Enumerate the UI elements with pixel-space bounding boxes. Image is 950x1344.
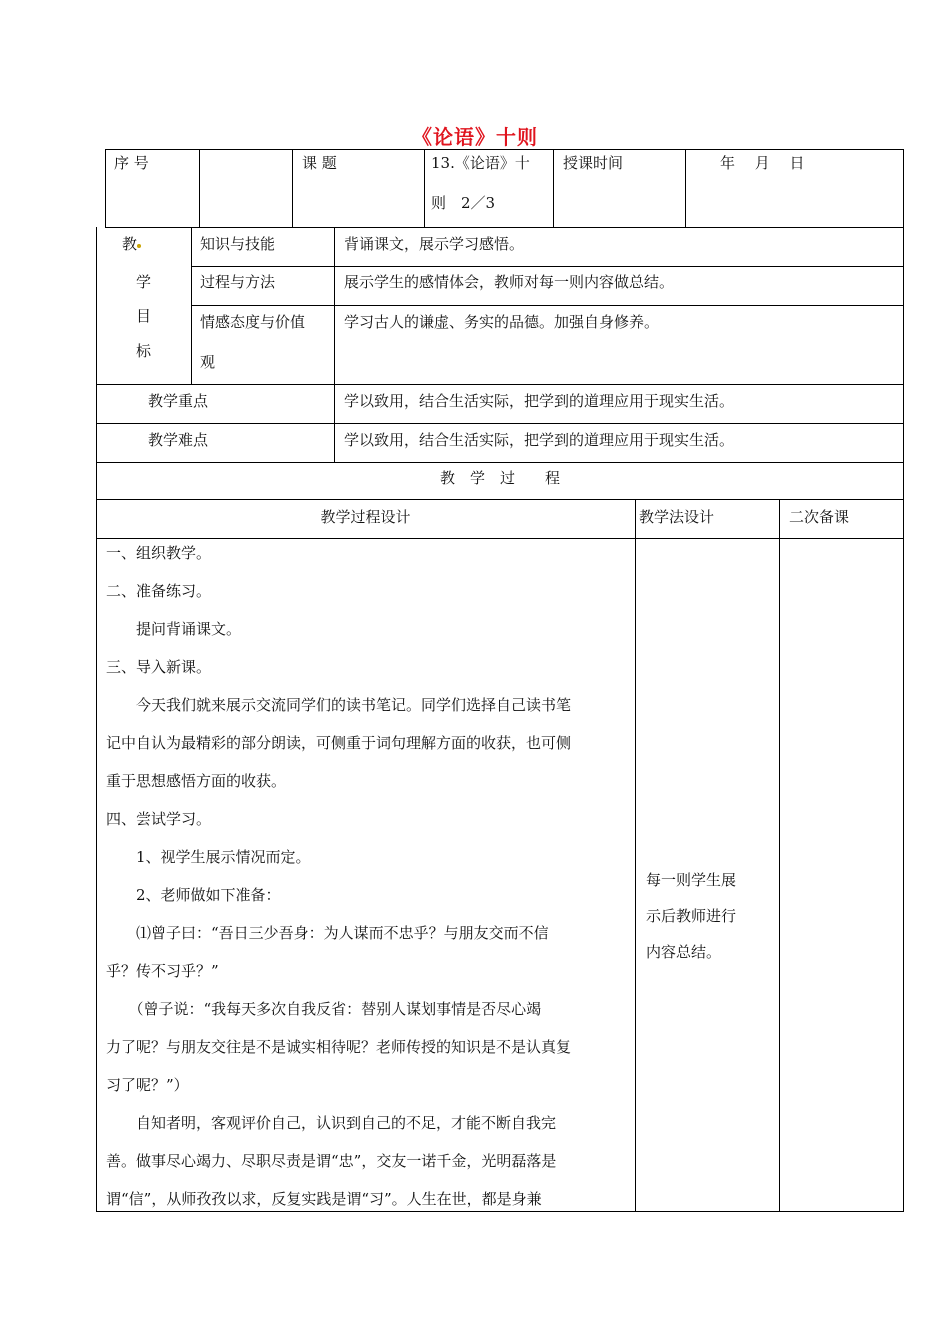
goals-label-char-1: 教 (122, 234, 141, 254)
content-line: 乎？传不习乎？” (106, 962, 219, 980)
document-title: 《论语》十则 (412, 125, 538, 149)
goal-value-attitude: 学习古人的谦虚、务实的品德。加强自身修养。 (344, 313, 660, 331)
date-text: 年 月 日 (720, 154, 805, 172)
content-line: 一、组织教学。 (106, 544, 212, 562)
goal-label-process: 过程与方法 (200, 273, 276, 291)
goal-value-knowledge: 背诵课文，展示学习感悟。 (344, 235, 525, 253)
method-note-line: 示后教师进行 (646, 907, 737, 925)
content-line: 习了呢？”） (106, 1076, 189, 1094)
topic-value-line1: 13.《论语》十 (431, 154, 530, 172)
column-header-method: 教学法设计 (639, 508, 715, 526)
method-note-line: 每一则学生展 (646, 871, 737, 889)
content-line: 谓“信”，从师孜孜以求，反复实践是谓“习”。人生在世，都是身兼 (106, 1190, 542, 1208)
content-line: 记中自认为最精彩的部分朗读，可侧重于词句理解方面的收获，也可侧 (106, 734, 572, 752)
content-line: （曾子说：“我每天多次自我反省：替别人谋划事情是否尽心竭 (106, 1000, 542, 1018)
difficulty-label: 教学难点 (148, 431, 209, 449)
focus-value: 学以致用，结合生活实际，把学到的道理应用于现实生活。 (344, 392, 735, 410)
content-line: 1、视学生展示情况而定。 (106, 848, 311, 866)
time-label: 授课时间 (563, 154, 624, 172)
content-line: 力了呢？与朋友交往是不是诚实相待呢？老师传授的知识是不是认真复 (106, 1038, 572, 1056)
content-line: 重于思想感悟方面的收获。 (106, 772, 287, 790)
content-line: 2、老师做如下准备： (106, 886, 281, 904)
content-line: 提问背诵课文。 (106, 620, 242, 638)
content-line: 今天我们就来展示交流同学们的读书笔记。同学们选择自己读书笔 (106, 696, 572, 714)
content-line: ⑴曾子曰：“吾日三少吾身：为人谋而不忠乎？与朋友交而不信 (106, 924, 549, 942)
content-line: 善。做事尽心竭力、尽职尽责是谓“忠”，交友一诺千金，光明磊落是 (106, 1152, 557, 1170)
column-header-second: 二次备课 (789, 508, 850, 526)
content-line: 二、准备练习。 (106, 582, 212, 600)
process-title: 教 学 过 程 (439, 469, 560, 487)
content-line: 自知者明，客观评价自己，认识到自己的不足，才能不断自我完 (106, 1114, 557, 1132)
difficulty-value: 学以致用，结合生活实际，把学到的道理应用于现实生活。 (344, 431, 735, 449)
content-line: 三、导入新课。 (106, 658, 212, 676)
seq-label: 序 号 (114, 154, 149, 172)
goals-label-char-3: 目 (136, 307, 152, 325)
goal-label-attitude-line1: 情感态度与价值 (200, 313, 306, 331)
goals-label-char-4: 标 (136, 342, 152, 360)
goal-value-process: 展示学生的感情体会，教师对每一则内容做总结。 (344, 273, 675, 291)
goal-label-knowledge: 知识与技能 (200, 235, 276, 253)
column-header-design: 教学过程设计 (320, 508, 411, 526)
topic-value-line2: 则 2／3 (431, 194, 496, 212)
focus-label: 教学重点 (148, 392, 209, 410)
process-content (106, 534, 630, 1218)
goals-label-char-2: 学 (136, 273, 152, 291)
method-note-line: 内容总结。 (646, 943, 722, 961)
method-note (646, 862, 736, 970)
content-line: 四、尝试学习。 (106, 810, 212, 828)
goal-label-attitude-line2: 观 (200, 353, 216, 371)
topic-label: 课 题 (302, 154, 337, 172)
